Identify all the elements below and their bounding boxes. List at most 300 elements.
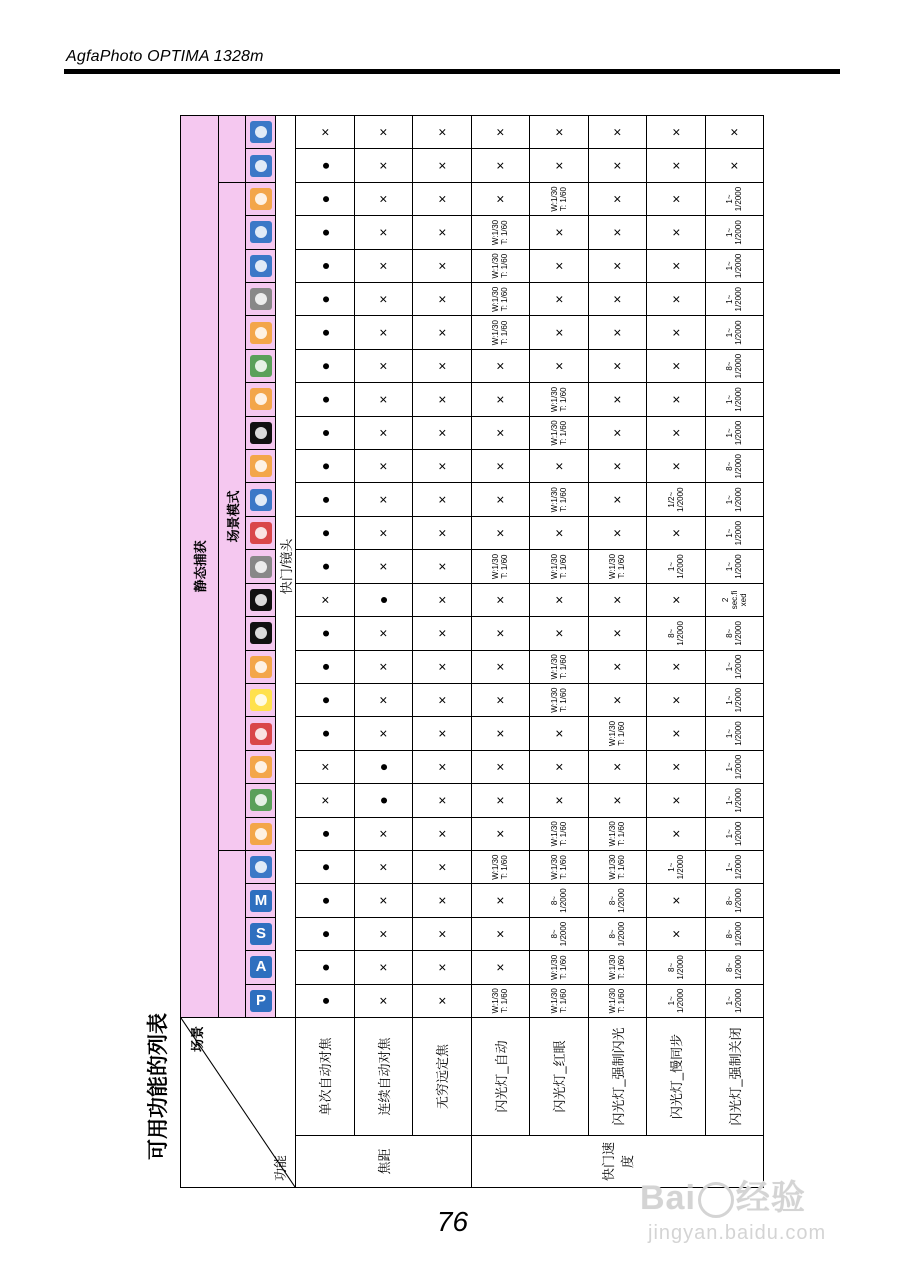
table-cell: ● [296, 917, 355, 950]
table-cell: W:1/30 T: 1/60 [471, 283, 530, 316]
table-cell: × [471, 583, 530, 616]
table-cell: 8~ 1/2000 [530, 884, 589, 917]
table-cell: W:1/30 T: 1/60 [530, 683, 589, 716]
table-cell: ● [296, 349, 355, 382]
love-portrait-icon [250, 856, 272, 878]
table-cell: × [354, 283, 413, 316]
table-cell: × [471, 383, 530, 416]
column-header-snow [246, 550, 276, 583]
table-cell: × [588, 516, 647, 549]
column-header-party [246, 483, 276, 516]
table-cell: × [471, 149, 530, 182]
eye-icon-detail [255, 193, 267, 205]
table-cell: 1~ 1/2000 [705, 383, 764, 416]
table-cell: × [588, 683, 647, 716]
table-cell: × [354, 617, 413, 650]
table-cell: × [413, 784, 472, 817]
table-cell: × [530, 249, 589, 282]
column-header-building [246, 283, 276, 316]
night-portrait-icon [250, 422, 272, 444]
sunset-icon [250, 756, 272, 778]
table-cell: 1~ 1/2000 [705, 316, 764, 349]
table-cell: ● [296, 817, 355, 850]
table-row [296, 115, 355, 1187]
soft-skin-icon [250, 388, 272, 410]
table-cell: 1~ 1/2000 [705, 784, 764, 817]
table-cell: ● [296, 683, 355, 716]
table-cell: × [471, 884, 530, 917]
column-header-night-portrait [246, 416, 276, 449]
table-cell: × [413, 383, 472, 416]
table-cell: × [588, 650, 647, 683]
table-cell: × [413, 316, 472, 349]
sunset-icon-detail [255, 761, 267, 773]
table-cell: W:1/30 T: 1/60 [530, 650, 589, 683]
table-cell: × [354, 516, 413, 549]
table-cell: × [705, 149, 764, 182]
table-cell: × [413, 149, 472, 182]
header-rule [64, 69, 840, 74]
table-cell: × [471, 182, 530, 215]
table-cell: ● [296, 450, 355, 483]
leaf-icon-detail [255, 226, 267, 238]
table-cell: ● [296, 383, 355, 416]
table-cell: × [647, 349, 706, 382]
focus-group-label: 焦距 [296, 1136, 472, 1188]
table-cell: W:1/30 T: 1/60 [530, 550, 589, 583]
table-cell: × [413, 617, 472, 650]
page-number: 76 [436, 1206, 469, 1237]
table-cell: 1~ 1/2000 [705, 817, 764, 850]
column-header-night-scene [246, 617, 276, 650]
table-cell: 1~ 1/2000 [705, 717, 764, 750]
table-cell: × [354, 149, 413, 182]
table-cell: 1~ 1/2000 [705, 850, 764, 883]
table-cell: 8~ 1/2000 [588, 917, 647, 950]
table-cell: × [413, 216, 472, 249]
table-cell: × [413, 115, 472, 149]
scene-mode-group-header: 场景模式 [219, 182, 246, 850]
video-icon [250, 155, 272, 177]
table-cell: × [588, 617, 647, 650]
text-icon [250, 255, 272, 277]
table-row [530, 115, 589, 1187]
table-cell: ● [296, 984, 355, 1017]
table-cell: ● [354, 583, 413, 616]
table-cell: × [296, 750, 355, 783]
table-cell: × [647, 784, 706, 817]
candlelight-icon [250, 455, 272, 477]
table-cell: × [413, 550, 472, 583]
portrait-icon-detail [255, 828, 267, 840]
food-icon [250, 322, 272, 344]
table-cell: × [471, 450, 530, 483]
table-cell: × [413, 850, 472, 883]
table-cell: × [530, 750, 589, 783]
table-cell: × [530, 617, 589, 650]
video-icon-detail [255, 160, 267, 172]
table-cell: W:1/30 T: 1/60 [588, 951, 647, 984]
table-cell: × [647, 583, 706, 616]
table-cell: × [296, 583, 355, 616]
table-cell: 8~ 1/2000 [705, 617, 764, 650]
table-cell: 1~ 1/2000 [705, 416, 764, 449]
table-cell: ● [354, 750, 413, 783]
flowing-water-icon [250, 355, 272, 377]
table-cell: × [354, 483, 413, 516]
table-cell: × [647, 717, 706, 750]
column-header-portrait [246, 817, 276, 850]
table-cell: × [354, 383, 413, 416]
table-cell: 2 sec.fi xed [705, 583, 764, 616]
table-row [413, 115, 472, 1187]
column-header-m-mode [246, 884, 276, 917]
table-cell: × [354, 817, 413, 850]
text-icon-detail [255, 260, 267, 272]
landscape-icon-detail [255, 794, 267, 806]
building-icon-detail [255, 293, 267, 305]
rotated-table-canvas [180, 116, 763, 1188]
table-cell: × [471, 784, 530, 817]
table-cell: × [530, 149, 589, 182]
column-header-soft-skin [246, 383, 276, 416]
column-header-sport [246, 516, 276, 549]
baby-icon-detail [255, 661, 267, 673]
table-cell: W:1/30 T: 1/60 [530, 984, 589, 1017]
table-cell: × [588, 249, 647, 282]
table-cell: × [588, 216, 647, 249]
table-cell: × [647, 115, 706, 149]
table-cell: 8~ 1/2000 [705, 349, 764, 382]
table-cell: W:1/30 T: 1/60 [471, 316, 530, 349]
candlelight-icon-detail [255, 460, 267, 472]
table-cell: 1~ 1/2000 [705, 182, 764, 215]
snow-icon-detail [255, 561, 267, 573]
column-header-food [246, 316, 276, 349]
table-cell: 1~ 1/2000 [705, 516, 764, 549]
table-cell: × [413, 483, 472, 516]
table-cell: ● [296, 717, 355, 750]
row-label: 闪光灯_强制关闭 [705, 1018, 764, 1136]
watermark-logo [640, 1170, 806, 1219]
column-header-text [246, 249, 276, 282]
shutter-speed-group-label: 快门速度 [471, 1136, 764, 1188]
table-cell: W:1/30 T: 1/60 [471, 850, 530, 883]
table-cell: × [354, 249, 413, 282]
column-header-baby [246, 650, 276, 683]
table-cell: × [413, 349, 472, 382]
table-cell: × [588, 416, 647, 449]
table-cell: × [296, 784, 355, 817]
table-row [647, 115, 706, 1187]
table-cell: × [705, 115, 764, 149]
function-availability-table [180, 115, 764, 1188]
table-cell: × [530, 583, 589, 616]
smile-icon-detail [255, 694, 267, 706]
table-cell: × [471, 115, 530, 149]
table-cell: 1~ 1/2000 [705, 283, 764, 316]
table-cell: × [354, 550, 413, 583]
table-cell: × [530, 316, 589, 349]
table-cell: × [530, 784, 589, 817]
column-header-landscape [246, 784, 276, 817]
table-cell: 8~ 1/2000 [705, 917, 764, 950]
rotated-table-wrapper [180, 116, 763, 1188]
column-header-s-mode [246, 917, 276, 950]
sport-icon-detail [255, 527, 267, 539]
table-cell: × [471, 717, 530, 750]
table-cell: × [471, 349, 530, 382]
backlight-icon-detail [255, 728, 267, 740]
table-cell: 8~ 1/2000 [647, 951, 706, 984]
table-cell: ● [296, 617, 355, 650]
corner-function-label: 功能 [273, 1154, 288, 1181]
table-cell: × [647, 450, 706, 483]
table-cell: 8~ 1/2000 [705, 884, 764, 917]
table-cell: ● [296, 850, 355, 883]
table-cell: 1~ 1/2000 [647, 550, 706, 583]
table-cell: 1~ 1/2000 [647, 850, 706, 883]
a-mode-icon: A [250, 956, 272, 978]
table-cell: 1~ 1/2000 [705, 650, 764, 683]
table-cell: 8~ 1/2000 [705, 951, 764, 984]
table-cell: × [413, 516, 472, 549]
table-row [354, 115, 413, 1187]
table-cell: W:1/30 T: 1/60 [530, 850, 589, 883]
table-cell: ● [296, 149, 355, 182]
column-header-a-mode [246, 951, 276, 984]
table-cell: W:1/30 T: 1/60 [588, 850, 647, 883]
table-cell: 1~ 1/2000 [705, 984, 764, 1017]
table-cell: × [471, 917, 530, 950]
table-cell: × [413, 683, 472, 716]
table-cell: × [413, 650, 472, 683]
table-cell: × [588, 383, 647, 416]
column-header-backlight [246, 717, 276, 750]
row-label: 无穷远定焦 [413, 1018, 472, 1136]
table-cell: 8~ 1/2000 [530, 917, 589, 950]
table-cell: W:1/30 T: 1/60 [471, 984, 530, 1017]
table-cell: × [647, 216, 706, 249]
table-cell: 1~ 1/2000 [705, 483, 764, 516]
fireworks-icon-detail [255, 594, 267, 606]
table-cell: × [588, 784, 647, 817]
table-cell: ● [296, 516, 355, 549]
table-cell: × [413, 182, 472, 215]
shutter-lens-subheader: 快门/镜头 [276, 115, 296, 1017]
table-cell: × [647, 516, 706, 549]
party-icon-detail [255, 494, 267, 506]
table-cell: × [647, 416, 706, 449]
column-header-smile [246, 683, 276, 716]
table-cell: × [413, 984, 472, 1017]
table-cell: × [647, 683, 706, 716]
table-cell: × [647, 650, 706, 683]
table-cell: W:1/30 T: 1/60 [471, 550, 530, 583]
row-label: 单次自动对焦 [296, 1018, 355, 1136]
table-cell: ● [354, 784, 413, 817]
row-label: 闪光灯_自动 [471, 1018, 530, 1136]
table-cell: ● [296, 283, 355, 316]
column-header-candlelight [246, 450, 276, 483]
table-cell: × [647, 750, 706, 783]
table-cell: W:1/30 T: 1/60 [530, 817, 589, 850]
table-cell: 1~ 1/2000 [647, 984, 706, 1017]
table-cell: × [413, 450, 472, 483]
column-header-eye [246, 182, 276, 215]
table-cell: × [413, 917, 472, 950]
table-cell: × [354, 850, 413, 883]
table-cell: × [354, 717, 413, 750]
s-mode-icon: S [250, 923, 272, 945]
table-cell: W:1/30 T: 1/60 [588, 984, 647, 1017]
table-row [705, 115, 764, 1187]
table-cell: × [354, 984, 413, 1017]
row-label: 闪光灯_强制闪光 [588, 1018, 647, 1136]
table-cell: × [471, 683, 530, 716]
row-label: 连续自动对焦 [354, 1018, 413, 1136]
table-cell: W:1/30 T: 1/60 [588, 817, 647, 850]
backlight-icon [250, 723, 272, 745]
table-cell: × [354, 450, 413, 483]
movie-columns-header-spacer [219, 115, 246, 182]
table-cell: × [354, 216, 413, 249]
table-cell: × [647, 283, 706, 316]
table-cell: × [647, 817, 706, 850]
leaf-icon [250, 221, 272, 243]
table-cell: W:1/30 T: 1/60 [471, 216, 530, 249]
baidu-watermark [640, 1170, 870, 1260]
table-cell: × [471, 817, 530, 850]
table-cell: ● [296, 182, 355, 215]
table-cell: × [471, 516, 530, 549]
table-cell: × [647, 182, 706, 215]
table-cell: × [647, 149, 706, 182]
column-header-sunset [246, 750, 276, 783]
table-cell: 8~ 1/2000 [705, 450, 764, 483]
night-scene-icon-detail [255, 627, 267, 639]
table-cell: × [354, 884, 413, 917]
flowing-water-icon-detail [255, 360, 267, 372]
table-cell: × [588, 182, 647, 215]
table-cell: × [588, 283, 647, 316]
smile-icon [250, 689, 272, 711]
table-cell: × [530, 516, 589, 549]
table-cell: ● [296, 316, 355, 349]
table-cell: × [530, 349, 589, 382]
table-cell: W:1/30 T: 1/60 [530, 416, 589, 449]
voice-recording-icon-detail [255, 126, 267, 138]
table-cell: × [588, 349, 647, 382]
table-cell: W:1/30 T: 1/60 [530, 483, 589, 516]
food-icon-detail [255, 327, 267, 339]
table-cell: × [588, 450, 647, 483]
table-corner-cell [181, 1018, 296, 1188]
document-header-title: AgfaPhoto OPTIMA 1328m [66, 48, 264, 65]
watermark-logo-right: 经验 [735, 1179, 806, 1217]
table-cell: × [647, 917, 706, 950]
table-cell: × [354, 416, 413, 449]
watermark-logo-left: Bai [640, 1179, 696, 1217]
table-cell: × [588, 115, 647, 149]
page-title: 可用功能的列表 [147, 1013, 170, 1160]
table-cell: × [354, 650, 413, 683]
table-row [471, 115, 530, 1187]
table-cell: × [530, 450, 589, 483]
party-icon [250, 489, 272, 511]
column-header-leaf [246, 216, 276, 249]
table-cell: ● [296, 550, 355, 583]
table-cell: × [354, 316, 413, 349]
table-cell: W:1/30 T: 1/60 [530, 182, 589, 215]
corner-diagonal [181, 1018, 295, 1187]
table-cell: 1~ 1/2000 [705, 750, 764, 783]
night-portrait-icon-detail [255, 427, 267, 439]
column-header-fireworks [246, 583, 276, 616]
table-cell: ● [296, 416, 355, 449]
table-cell: × [413, 750, 472, 783]
table-cell: W:1/30 T: 1/60 [471, 249, 530, 282]
table-cell: ● [296, 884, 355, 917]
table-cell: × [354, 683, 413, 716]
row-label: 闪光灯_红眼 [530, 1018, 589, 1136]
table-cell: × [530, 283, 589, 316]
table-cell: × [647, 316, 706, 349]
table-cell: × [530, 115, 589, 149]
table-cell: × [471, 951, 530, 984]
fireworks-icon [250, 589, 272, 611]
table-cell: × [413, 416, 472, 449]
table-cell: × [588, 750, 647, 783]
night-scene-icon [250, 622, 272, 644]
table-cell: W:1/30 T: 1/60 [588, 550, 647, 583]
table-cell: ● [296, 951, 355, 984]
sport-icon [250, 522, 272, 544]
voice-recording-icon [250, 121, 272, 143]
table-cell: × [413, 951, 472, 984]
baby-icon [250, 656, 272, 678]
table-cell: × [471, 483, 530, 516]
table-cell: W:1/30 T: 1/60 [530, 383, 589, 416]
row-label: 闪光灯_慢同步 [647, 1018, 706, 1136]
table-cell: 1~ 1/2000 [705, 216, 764, 249]
table-cell: 8~ 1/2000 [588, 884, 647, 917]
table-cell: × [354, 349, 413, 382]
table-cell: 1~ 1/2000 [705, 683, 764, 716]
table-cell: × [647, 383, 706, 416]
table-cell: × [296, 115, 355, 149]
mode-columns-header-spacer [219, 850, 246, 1017]
column-header-video [246, 149, 276, 182]
table-cell: ● [296, 249, 355, 282]
table-cell: × [354, 115, 413, 149]
love-portrait-icon-detail [255, 861, 267, 873]
column-header-flowing-water [246, 349, 276, 382]
table-cell: × [588, 483, 647, 516]
table-cell: × [354, 182, 413, 215]
table-cell: × [588, 149, 647, 182]
table-cell: W:1/30 T: 1/60 [588, 717, 647, 750]
table-cell: × [471, 416, 530, 449]
table-cell: × [647, 884, 706, 917]
table-cell: × [471, 650, 530, 683]
landscape-icon [250, 789, 272, 811]
table-cell: × [471, 750, 530, 783]
table-cell: × [413, 583, 472, 616]
table-cell: × [413, 283, 472, 316]
table-cell: × [413, 717, 472, 750]
table-cell: × [588, 583, 647, 616]
